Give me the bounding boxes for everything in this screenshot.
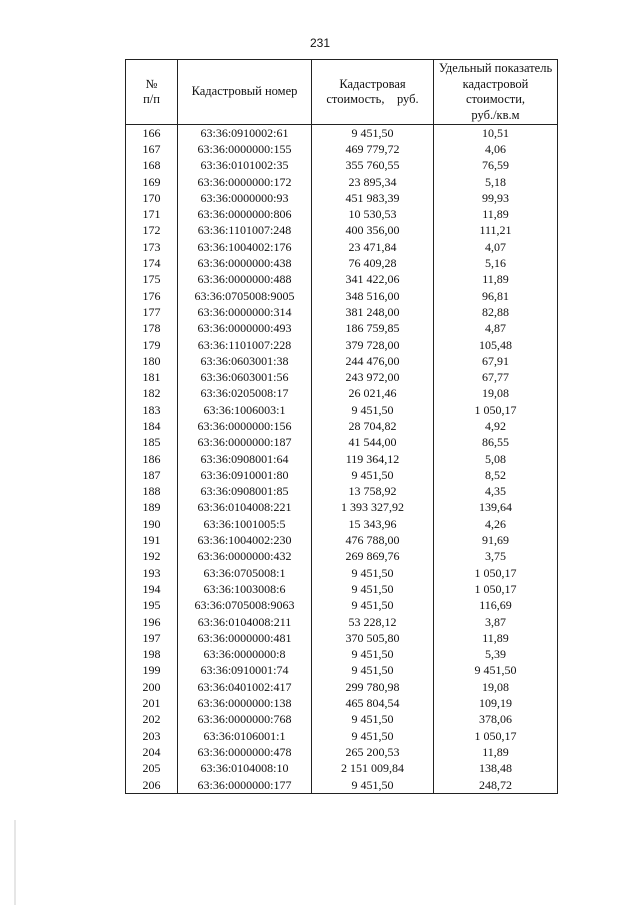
cell-cadastral-cost: 244 476,00: [312, 353, 434, 369]
cell-specific-indicator: 11,89: [434, 206, 558, 222]
table-row: [126, 565, 558, 581]
cell-row-number: 173: [126, 239, 178, 255]
scan-edge-mark: [14, 820, 16, 905]
cell-row-number: 199: [126, 663, 178, 679]
cell-cadastral-cost: 76 409,28: [312, 255, 434, 271]
cell-cadastral-cost: 9 451,50: [312, 581, 434, 597]
table-row: [126, 663, 558, 679]
cell-cadastral-number: 63:36:0603001:38: [178, 353, 312, 369]
table-header: [126, 60, 558, 125]
cell-specific-indicator: 9 451,50: [434, 663, 558, 679]
cell-cadastral-cost: 381 248,00: [312, 304, 434, 320]
header-cadastral-number-text: Кадастровый номер: [191, 84, 298, 99]
cell-cadastral-number: 63:36:0104008:211: [178, 614, 312, 630]
cell-row-number: 167: [126, 141, 178, 157]
cell-specific-indicator: 91,69: [434, 532, 558, 548]
cell-row-number: 200: [126, 679, 178, 695]
cell-row-number: 189: [126, 500, 178, 516]
cell-row-number: 175: [126, 272, 178, 288]
header-specific-line3: стоимости,: [465, 92, 526, 106]
cell-cadastral-number: 63:36:0000000:155: [178, 141, 312, 157]
cell-cadastral-number: 63:36:1101007:248: [178, 223, 312, 239]
cell-row-number: 169: [126, 174, 178, 190]
cell-cadastral-cost: 10 530,53: [312, 206, 434, 222]
cell-row-number: 186: [126, 451, 178, 467]
header-specific-line2: кадастровой: [462, 76, 529, 91]
cell-specific-indicator: 3,75: [434, 549, 558, 565]
table-row: [126, 598, 558, 614]
header-row-number: [126, 60, 178, 125]
cell-specific-indicator: 4,92: [434, 418, 558, 434]
table-row: [126, 549, 558, 565]
cell-row-number: 181: [126, 369, 178, 385]
cell-cadastral-number: 63:36:1004002:176: [178, 239, 312, 255]
cell-specific-indicator: 3,87: [434, 614, 558, 630]
cell-cadastral-cost: 243 972,00: [312, 369, 434, 385]
table-row: [126, 206, 558, 222]
cell-cadastral-number: 63:36:0908001:85: [178, 484, 312, 500]
table-row: [126, 190, 558, 206]
cell-cadastral-cost: 9 451,50: [312, 598, 434, 614]
table-row: [126, 630, 558, 646]
cell-row-number: 187: [126, 467, 178, 483]
cell-specific-indicator: 105,48: [434, 337, 558, 353]
cell-specific-indicator: 1 050,17: [434, 581, 558, 597]
cell-row-number: 198: [126, 647, 178, 663]
cell-cadastral-number: 63:36:0910001:80: [178, 467, 312, 483]
cell-cadastral-cost: 9 451,50: [312, 647, 434, 663]
table-row: [126, 500, 558, 516]
cell-cadastral-number: 63:36:0000000:156: [178, 418, 312, 434]
cell-specific-indicator: 11,89: [434, 744, 558, 760]
cell-row-number: 171: [126, 206, 178, 222]
cell-row-number: 192: [126, 549, 178, 565]
cell-cadastral-number: 63:36:0000000:8: [178, 647, 312, 663]
cell-cadastral-number: 63:36:0705008:1: [178, 565, 312, 581]
table-row: [126, 516, 558, 532]
cell-specific-indicator: 378,06: [434, 712, 558, 728]
cell-row-number: 202: [126, 712, 178, 728]
table-row: [126, 288, 558, 304]
cell-cadastral-cost: 469 779,72: [312, 141, 434, 157]
cell-cadastral-number: 63:36:0908001:64: [178, 451, 312, 467]
cell-cadastral-number: 63:36:0603001:56: [178, 369, 312, 385]
cell-cadastral-cost: 2 151 009,84: [312, 761, 434, 777]
cell-cadastral-number: 63:36:1006003:1: [178, 402, 312, 418]
cell-specific-indicator: 5,08: [434, 451, 558, 467]
cell-cadastral-cost: 119 364,12: [312, 451, 434, 467]
page-number: 231: [309, 36, 331, 50]
cell-row-number: 176: [126, 288, 178, 304]
cell-cadastral-cost: 41 544,00: [312, 435, 434, 451]
cell-row-number: 195: [126, 598, 178, 614]
cell-cadastral-number: 63:36:0000000:314: [178, 304, 312, 320]
cell-row-number: 170: [126, 190, 178, 206]
table-row: [126, 679, 558, 695]
table-row: [126, 353, 558, 369]
cell-cadastral-number: 63:36:0106001:1: [178, 728, 312, 744]
cell-cadastral-cost: 269 869,76: [312, 549, 434, 565]
cell-cadastral-cost: 26 021,46: [312, 386, 434, 402]
cell-row-number: 205: [126, 761, 178, 777]
cell-cadastral-number: 63:36:1101007:228: [178, 337, 312, 353]
cell-cadastral-number: 63:36:0000000:493: [178, 321, 312, 337]
table-row: [126, 125, 558, 142]
cell-row-number: 179: [126, 337, 178, 353]
header-cost-line2: стоимость, руб.: [326, 92, 419, 106]
cell-cadastral-number: 63:36:0000000:488: [178, 272, 312, 288]
cell-specific-indicator: 4,06: [434, 141, 558, 157]
table-row: [126, 369, 558, 385]
cell-specific-indicator: 138,48: [434, 761, 558, 777]
cell-cadastral-number: 63:36:1001005:5: [178, 516, 312, 532]
table-row: [126, 761, 558, 777]
table-row: [126, 174, 558, 190]
cell-row-number: 184: [126, 418, 178, 434]
cell-row-number: 166: [126, 125, 178, 142]
cell-row-number: 178: [126, 321, 178, 337]
cell-cadastral-number: 63:36:1003008:6: [178, 581, 312, 597]
cell-row-number: 191: [126, 532, 178, 548]
cell-cadastral-cost: 370 505,80: [312, 630, 434, 646]
cell-specific-indicator: 19,08: [434, 679, 558, 695]
cell-row-number: 188: [126, 484, 178, 500]
cell-cadastral-cost: 451 983,39: [312, 190, 434, 206]
cell-cadastral-cost: 23 895,34: [312, 174, 434, 190]
cell-specific-indicator: 8,52: [434, 467, 558, 483]
cell-cadastral-number: 63:36:0000000:177: [178, 777, 312, 794]
cell-cadastral-number: 63:36:0000000:768: [178, 712, 312, 728]
cell-specific-indicator: 1 050,17: [434, 728, 558, 744]
cell-cadastral-number: 63:36:0000000:172: [178, 174, 312, 190]
cell-cadastral-number: 63:36:1004002:230: [178, 532, 312, 548]
cell-cadastral-number: 63:36:0000000:138: [178, 695, 312, 711]
cell-cadastral-number: 63:36:0910002:61: [178, 125, 312, 142]
cell-cadastral-number: 63:36:0104008:10: [178, 761, 312, 777]
cell-cadastral-number: 63:36:0205008:17: [178, 386, 312, 402]
table-row: [126, 728, 558, 744]
table-row: [126, 255, 558, 271]
cell-row-number: 197: [126, 630, 178, 646]
table-row: [126, 581, 558, 597]
cell-specific-indicator: 5,16: [434, 255, 558, 271]
table-row: [126, 451, 558, 467]
cell-row-number: 174: [126, 255, 178, 271]
header-cadastral-number: [178, 60, 312, 125]
cell-cadastral-number: 63:36:0910001:74: [178, 663, 312, 679]
header-cost-line1: Кадастровая: [339, 76, 406, 91]
cell-row-number: 204: [126, 744, 178, 760]
cell-cadastral-cost: 265 200,53: [312, 744, 434, 760]
cell-cadastral-cost: 341 422,06: [312, 272, 434, 288]
table-row: [126, 402, 558, 418]
table-row: [126, 614, 558, 630]
cell-cadastral-cost: 9 451,50: [312, 467, 434, 483]
cell-cadastral-cost: 9 451,50: [312, 565, 434, 581]
cell-specific-indicator: 116,69: [434, 598, 558, 614]
table-row: [126, 304, 558, 320]
cell-specific-indicator: 4,87: [434, 321, 558, 337]
cell-specific-indicator: 82,88: [434, 304, 558, 320]
cell-specific-indicator: 1 050,17: [434, 565, 558, 581]
cell-specific-indicator: 86,55: [434, 435, 558, 451]
cell-cadastral-number: 63:36:0000000:93: [178, 190, 312, 206]
cell-specific-indicator: 111,21: [434, 223, 558, 239]
table-row: [126, 435, 558, 451]
cell-cadastral-number: 63:36:0000000:478: [178, 744, 312, 760]
header-specific-indicator: [434, 60, 558, 125]
cell-specific-indicator: 4,35: [434, 484, 558, 500]
cell-cadastral-cost: 348 516,00: [312, 288, 434, 304]
cell-specific-indicator: 5,39: [434, 647, 558, 663]
cell-cadastral-cost: 15 343,96: [312, 516, 434, 532]
cell-cadastral-cost: 9 451,50: [312, 402, 434, 418]
cell-specific-indicator: 5,18: [434, 174, 558, 190]
cell-cadastral-cost: 476 788,00: [312, 532, 434, 548]
cell-row-number: 172: [126, 223, 178, 239]
table-row: [126, 695, 558, 711]
cell-cadastral-cost: 465 804,54: [312, 695, 434, 711]
cell-cadastral-cost: 379 728,00: [312, 337, 434, 353]
cell-row-number: 180: [126, 353, 178, 369]
cell-cadastral-cost: 355 760,55: [312, 158, 434, 174]
cell-specific-indicator: 19,08: [434, 386, 558, 402]
cell-cadastral-cost: 186 759,85: [312, 321, 434, 337]
cell-specific-indicator: 1 050,17: [434, 402, 558, 418]
cell-specific-indicator: 67,77: [434, 369, 558, 385]
table-row: [126, 418, 558, 434]
cell-specific-indicator: 11,89: [434, 630, 558, 646]
header-cadastral-cost: [312, 60, 434, 125]
cell-row-number: 203: [126, 728, 178, 744]
cell-row-number: 206: [126, 777, 178, 794]
table-row: [126, 239, 558, 255]
cell-row-number: 190: [126, 516, 178, 532]
cadastral-table: [125, 59, 558, 794]
table-row: [126, 386, 558, 402]
cell-cadastral-number: 63:36:0000000:806: [178, 206, 312, 222]
header-num-line1: №: [145, 76, 158, 91]
cell-row-number: 183: [126, 402, 178, 418]
cell-specific-indicator: 248,72: [434, 777, 558, 794]
cell-cadastral-cost: 9 451,50: [312, 712, 434, 728]
cell-cadastral-number: 63:36:0401002:417: [178, 679, 312, 695]
header-num-line2: п/п: [143, 92, 160, 106]
cell-specific-indicator: 11,89: [434, 272, 558, 288]
cell-specific-indicator: 99,93: [434, 190, 558, 206]
cell-cadastral-number: 63:36:0000000:481: [178, 630, 312, 646]
cell-cadastral-cost: 23 471,84: [312, 239, 434, 255]
cell-cadastral-cost: 299 780,98: [312, 679, 434, 695]
cell-cadastral-number: 63:36:0705008:9005: [178, 288, 312, 304]
cell-row-number: 194: [126, 581, 178, 597]
cell-specific-indicator: 67,91: [434, 353, 558, 369]
table-row: [126, 223, 558, 239]
table-row: [126, 158, 558, 174]
cell-row-number: 185: [126, 435, 178, 451]
cell-row-number: 193: [126, 565, 178, 581]
cell-cadastral-number: 63:36:0101002:35: [178, 158, 312, 174]
cell-specific-indicator: 139,64: [434, 500, 558, 516]
cell-row-number: 196: [126, 614, 178, 630]
table-row: [126, 532, 558, 548]
table-row: [126, 744, 558, 760]
cell-cadastral-cost: 9 451,50: [312, 777, 434, 794]
table-row: [126, 141, 558, 157]
cell-cadastral-cost: 9 451,50: [312, 728, 434, 744]
table-row: [126, 321, 558, 337]
cell-cadastral-number: 63:36:0104008:221: [178, 500, 312, 516]
cell-specific-indicator: 10,51: [434, 125, 558, 142]
cell-cadastral-cost: 9 451,50: [312, 663, 434, 679]
table-row: [126, 337, 558, 353]
table-row: [126, 777, 558, 794]
cell-cadastral-cost: 28 704,82: [312, 418, 434, 434]
table-row: [126, 484, 558, 500]
cell-cadastral-cost: 400 356,00: [312, 223, 434, 239]
table-body: [126, 125, 558, 794]
header-specific-line1: Удельный показатель: [438, 61, 553, 75]
table-row: [126, 272, 558, 288]
table-row: [126, 712, 558, 728]
cell-row-number: 168: [126, 158, 178, 174]
cell-specific-indicator: 4,07: [434, 239, 558, 255]
cell-row-number: 177: [126, 304, 178, 320]
cell-cadastral-cost: 9 451,50: [312, 125, 434, 142]
cell-row-number: 182: [126, 386, 178, 402]
cell-specific-indicator: 4,26: [434, 516, 558, 532]
cell-cadastral-cost: 1 393 327,92: [312, 500, 434, 516]
cell-row-number: 201: [126, 695, 178, 711]
cell-specific-indicator: 76,59: [434, 158, 558, 174]
table-row: [126, 467, 558, 483]
cell-cadastral-number: 63:36:0705008:9063: [178, 598, 312, 614]
cell-cadastral-number: 63:36:0000000:438: [178, 255, 312, 271]
cell-specific-indicator: 96,81: [434, 288, 558, 304]
cell-cadastral-cost: 13 758,92: [312, 484, 434, 500]
header-specific-line4: руб./кв.м: [471, 107, 520, 122]
cell-cadastral-number: 63:36:0000000:432: [178, 549, 312, 565]
cell-cadastral-cost: 53 228,12: [312, 614, 434, 630]
cell-cadastral-number: 63:36:0000000:187: [178, 435, 312, 451]
cell-specific-indicator: 109,19: [434, 695, 558, 711]
table-row: [126, 647, 558, 663]
